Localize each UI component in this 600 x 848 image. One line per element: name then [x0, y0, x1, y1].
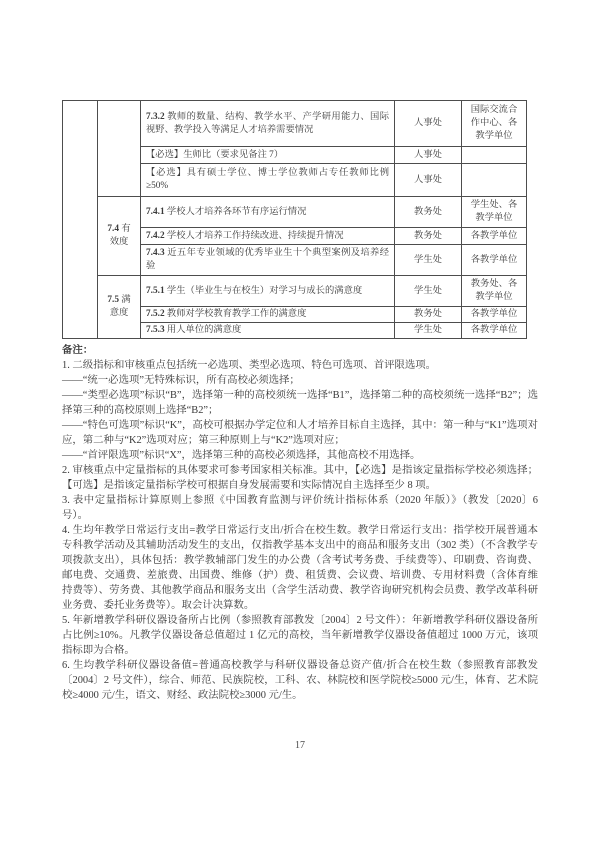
cooperating-department-cell: 各教学单位 [462, 323, 527, 339]
note-paragraph: 3. 表中定量指标计算原则上参照《中国教育监测与评价统计指标体系（2020 年版）》（教发〔2020〕6 号）。 [62, 495, 538, 521]
indicator-group-cell-75 [98, 276, 141, 339]
indicator-number: 7.5.3 [146, 325, 165, 335]
lead-department-cell: 教务处 [395, 197, 462, 228]
indicator-group-cell-74 [98, 197, 141, 276]
note-paragraph: 2. 审核重点中定量指标的具体要求可参考国家相关标准。其中，【必选】是指该定量指标学校必须选择；【可选】是指该定量指标学校可根据自身发展需要和实际情况自主选择至少 8 项。 [62, 465, 538, 491]
indicator-number: 7.3.2 [146, 111, 165, 122]
level1-indicator-cell [63, 101, 98, 339]
cooperating-department-cell: 学生处、各教学单位 [462, 197, 527, 228]
group-label: 满意度 [109, 295, 131, 318]
review-point-text: 用人单位的满意度 [166, 325, 242, 335]
review-point-text: 教师对学校教育教学工作的满意度 [166, 309, 307, 319]
indicator-number: 7.4.2 [146, 230, 165, 241]
group-number: 7.4 [107, 224, 119, 234]
review-point-cell [141, 147, 395, 164]
note-paragraph: ——“特色可选项”标识“K”，高校可根据办学定位和人才培养目标自主选择，其中：第一种与“K1”选项对应，第二种与“K2”选项对应；第三种原则上与“K2”选项对应； [62, 420, 538, 446]
table-row [63, 197, 527, 228]
cooperating-department-cell [462, 164, 527, 197]
review-point-cell [141, 197, 395, 228]
review-point-cell [141, 164, 395, 197]
review-point-text: 学校人才培养工作持续改进、持续提升情况 [166, 230, 344, 241]
indicator-number: 7.4.1 [146, 206, 165, 217]
review-point-cell [141, 323, 395, 339]
lead-department-cell: 学生处 [395, 245, 462, 276]
cooperating-department-cell: 教务处、各教学单位 [462, 276, 527, 307]
note-paragraph: 6. 生均教学科研仪器设备值=普通高校教学与科研仪器设备总资产值/折合在校生数（参照教育部教发〔2004〕2 号文件），综合、师范、民族院校，工科、农、林院校和医学院校≥5000 元/生，体育、艺术院校≥4000 元/生，语文、财经、政法院校≥3000 元/生。 [62, 660, 538, 701]
indicator-table [62, 100, 527, 339]
cooperating-department-cell: 国际交流合作中心、各教学单位 [462, 101, 527, 147]
indicator-number: 7.4.3 [146, 248, 165, 258]
cooperating-department-cell: 各教学单位 [462, 307, 527, 323]
lead-department-cell: 学生处 [395, 276, 462, 307]
lead-department-cell: 学生处 [395, 323, 462, 339]
cooperating-department-cell [462, 147, 527, 164]
review-point-cell [141, 101, 395, 147]
lead-department-cell: 人事处 [395, 147, 462, 164]
indicator-number: 7.5.1 [146, 285, 165, 296]
page-number: 17 [295, 740, 305, 751]
table-row [63, 101, 527, 147]
lead-department-cell: 教务处 [395, 307, 462, 323]
note-paragraph: 1. 二级指标和审核重点包括统一必选项、类型必选项、特色可选项、首评限选项。 [62, 360, 437, 371]
note-paragraph: 4. 生均年教学日常运行支出=教学日常运行支出/折合在校生数。教学日常运行支出：指学校开展普通本专科教学活动及其辅助活动发生的支出，仅指教学基本支出中的商品和服务支出（302 类）（不含教学专项拨款支出），具体包括：教学教辅部门发生的办公费（含考试考务费、手续费等）、印刷费、咨询费、邮电费、交通费、差旅费、出国费、维修（护）费、租赁费、会议费、培训费、专用材料费（含体育维持费等）、劳务费、其他教学商品和服务支出（含学生活动费、教学咨询研究机构会员费、教学改革科研业务费、委托业务费等）。取会计决算数。 [62, 525, 538, 611]
notes-section [62, 343, 538, 703]
note-paragraph: 5. 年新增教学科研仪器设备所占比例（参照教育部教发〔2004〕2 号文件）：年新增教学科研仪器设备所占比例≥10%。凡教学仪器设备总值超过 1 亿元的高校，当年新增教学仪器设备值超过 1000 万元，该项指标即为合格。 [62, 615, 538, 656]
group-label: 有效度 [109, 224, 131, 247]
review-point-text: 教师的数量、结构、教学水平、产学研用能力、国际视野、教学投入等满足人才培养需要情况 [146, 111, 389, 135]
notes-heading: 备注： [62, 345, 94, 356]
indicator-group-cell-73 [98, 101, 141, 197]
review-point-cell [141, 228, 395, 245]
review-point-cell [141, 245, 395, 276]
review-point-cell [141, 307, 395, 323]
indicator-number: 7.5.2 [146, 309, 165, 319]
review-point-text: 学生（毕业生与在校生）对学习与成长的满意度 [166, 285, 363, 296]
note-paragraph: ——“统一必选项”无特殊标识，所有高校必须选择； [62, 375, 300, 386]
review-point-text: 近五年专业领域的优秀毕业生十个典型案例及培养经验 [146, 248, 389, 271]
review-point-text: 学校人才培养各环节有序运行情况 [166, 206, 307, 217]
note-paragraph: ——“类型必选项”标识“B”，选择第一种的高校须统一选择“B1”，选择第二种的高校须统一选择“B2”；选择第三种的高校原则上选择“B2”； [62, 390, 538, 416]
cooperating-department-cell: 各教学单位 [462, 245, 527, 276]
cooperating-department-cell: 各教学单位 [462, 228, 527, 245]
lead-department-cell: 人事处 [395, 101, 462, 147]
review-point-text: 【必选】具有硕士学位、博士学位教师占专任教师比例≥50% [146, 168, 389, 191]
lead-department-cell: 教务处 [395, 228, 462, 245]
lead-department-cell: 人事处 [395, 164, 462, 197]
review-point-cell [141, 276, 395, 307]
note-paragraph: ——“首评限选项”标识“X”，选择第三种的高校必须选择，其他高校不用选择。 [62, 450, 421, 461]
review-point-text: 【必选】生师比（要求见备注 7） [146, 149, 284, 160]
table-row [63, 276, 527, 307]
group-number: 7.5 [107, 295, 119, 305]
